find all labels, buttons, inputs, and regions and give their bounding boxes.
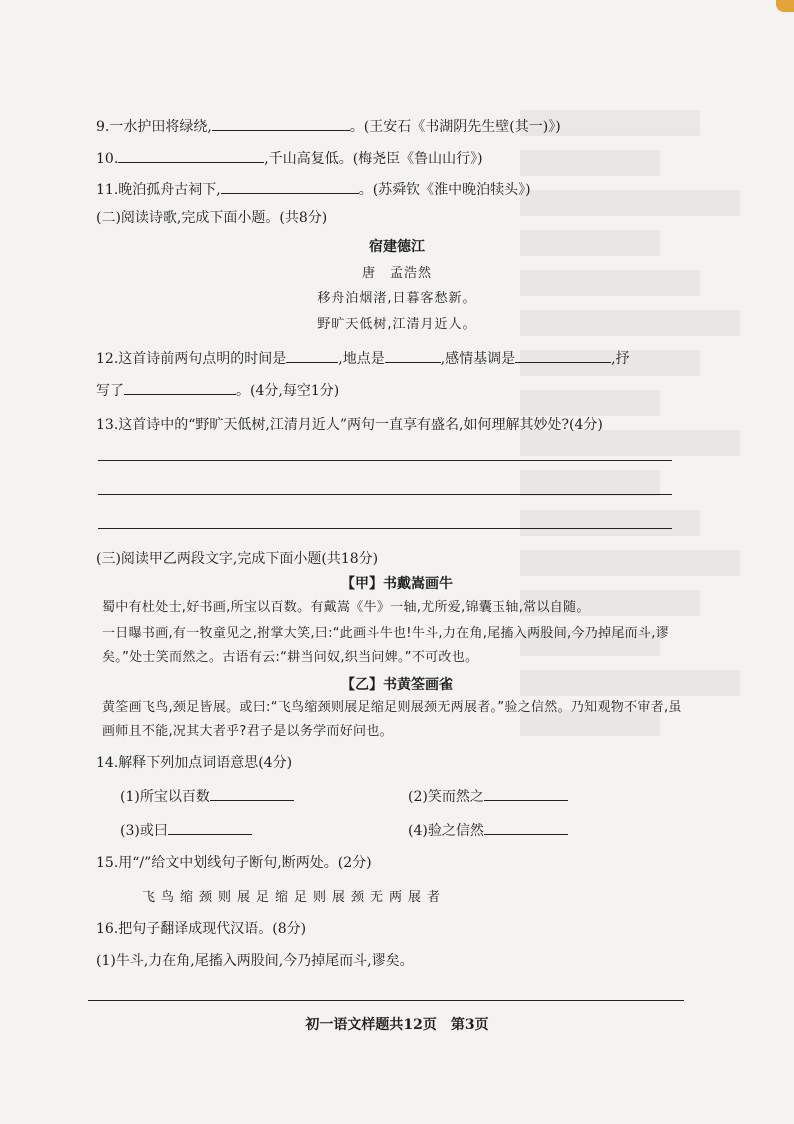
q10-prefix: 10.	[96, 151, 119, 167]
passage-b-paragraph-1: 黄筌画飞鸟,颈足皆展。或曰:“飞鸟缩颈则展足缩足则展颈无两展者。”验之信然。乃知观物不审者,虽画师且不能,况其大者乎?君子是以务学而好问也。	[102, 700, 682, 739]
q13-answer-line-3[interactable]	[98, 528, 672, 529]
q14-item-4-text: (4)验之信然	[408, 823, 484, 839]
question-10	[96, 148, 483, 168]
passage-a-paragraph-1: 蜀中有杜处士,好书画,所宝以百数。有戴嵩《牛》一轴,尤所爱,锦囊玉轴,常以自随。	[102, 600, 590, 615]
q12-blank-time[interactable]	[286, 348, 338, 363]
question-15-heading: 15.用“/”给文中划线句子断句,断两处。(2分)	[96, 855, 372, 871]
q12-part-1: 12.这首诗前两句点明的时间是	[96, 351, 287, 367]
q11-prefix: 11.晚泊孤舟古祠下,	[96, 182, 221, 198]
q10-suffix: ,千山高复低。(梅尧臣《鲁山山行》)	[264, 151, 483, 167]
question-14-heading: 14.解释下列加点词语意思(4分)	[96, 755, 293, 771]
q10-answer-blank[interactable]	[118, 148, 264, 163]
q12-blank-tone[interactable]	[515, 348, 611, 363]
q12-part-3: ,感情基调是	[440, 351, 516, 367]
q14-item-2	[408, 786, 568, 806]
question-11	[96, 179, 531, 199]
poem-line-2: 野旷天低树,江清月近人。	[317, 317, 477, 332]
footer-rule	[88, 1000, 684, 1001]
q12-part-5: 写了	[96, 383, 124, 399]
q11-answer-blank[interactable]	[221, 179, 359, 194]
q12-part-2: ,地点是	[338, 351, 385, 367]
q14-item-1-blank[interactable]	[210, 786, 294, 801]
q12-part-6: 。(4分,每空1分)	[236, 383, 340, 399]
section-2-heading: (二)阅读诗歌,完成下面小题。(共8分)	[96, 210, 328, 226]
corner-mark	[776, 0, 794, 12]
poem-line-1: 移舟泊烟渚,日暮客愁新。	[317, 291, 477, 306]
section-3-heading: (三)阅读甲乙两段文字,完成下面小题(共18分)	[96, 551, 379, 567]
page-footer: 初一语文样题共12页 第3页	[305, 1017, 489, 1033]
passage-a-title: 【甲】书戴嵩画牛	[341, 576, 453, 592]
q14-item-2-blank[interactable]	[484, 786, 568, 801]
q14-item-1-text: (1)所宝以百数	[120, 789, 210, 805]
q16-item-1: (1)牛斗,力在角,尾搐入两股间,今乃掉尾而斗,谬矣。	[96, 953, 414, 969]
q14-item-4	[408, 820, 568, 840]
q14-item-1	[120, 786, 294, 806]
q14-item-3-blank[interactable]	[168, 820, 252, 835]
q12-blank-place[interactable]	[385, 348, 441, 363]
question-12	[96, 348, 630, 368]
q9-suffix: 。(王安石《书湖阴先生壁(其一)》)	[349, 119, 561, 135]
q14-item-4-blank[interactable]	[484, 820, 568, 835]
q12-part-4: ,抒	[611, 351, 630, 367]
question-16-heading: 16.把句子翻译成现代汉语。(8分)	[96, 921, 307, 937]
q11-suffix: 。(苏舜钦《淮中晚泊犊头》)	[358, 182, 531, 198]
q9-answer-blank[interactable]	[212, 116, 350, 131]
q15-sentence: 飞鸟缩颈则展足缩足则展颈无两展者	[142, 890, 447, 905]
q14-item-3	[120, 820, 252, 840]
q13-answer-line-1[interactable]	[98, 460, 672, 461]
q9-prefix: 9.一水护田将绿绕,	[96, 119, 212, 135]
q14-item-3-text: (3)或曰	[120, 823, 168, 839]
question-9	[96, 116, 561, 136]
q13-answer-line-2[interactable]	[98, 494, 672, 495]
question-12-continued	[96, 380, 339, 400]
question-13: 13.这首诗中的“野旷天低树,江清月近人”两句一直享有盛名,如何理解其妙处?(4分)	[96, 417, 603, 433]
q12-blank-emotion[interactable]	[124, 380, 236, 395]
poem-author: 唐 孟浩然	[361, 266, 432, 281]
passage-a-paragraph-2: 一日曝书画,有一牧童见之,拊掌大笑,曰:“此画斗牛也!牛斗,力在角,尾搐入两股间,今乃掉尾而斗,谬矣。”处士笑而然之。古语有云:“耕当问奴,织当问婢。”不可改也。	[102, 626, 669, 665]
poem-title: 宿建德江	[369, 239, 425, 255]
q14-item-2-text: (2)笑而然之	[408, 789, 484, 805]
passage-b-title: 【乙】书黄筌画雀	[341, 677, 453, 693]
